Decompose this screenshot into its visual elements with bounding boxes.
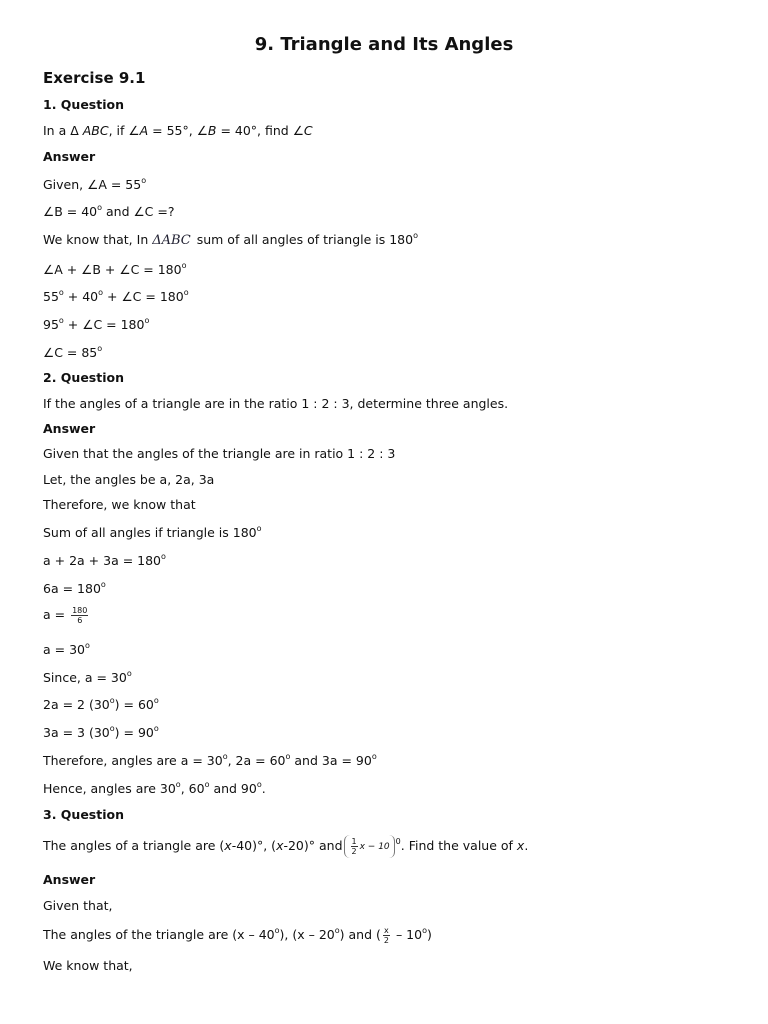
q2-answer-line-5: $a + 2a + 3a = 180^o$	[43, 552, 166, 568]
fraction-x-over-2: $\frac{x}{2}$	[383, 926, 389, 945]
q2-answer-line-11: 3a = 3 $(30^o) = 90^o$	[43, 724, 159, 740]
q1-answer-line-5: $55^o + 40^o$ + ∠C = $180^o$	[43, 288, 189, 304]
q2-answer-line-10: 2a = 2 $(30^o) = 60^o$	[43, 696, 159, 712]
q3-answer-line-1: Given that,	[43, 898, 113, 913]
q2-answer-line-3: Therefore, we know that	[43, 497, 196, 512]
q2-answer-line-6: $6a = 180^o$	[43, 580, 106, 596]
q3-answer-line-3: We know that,	[43, 958, 133, 973]
q3-text: The angles of a triangle are (x-40)°, (x-20)° and $\frac{1}{2}$ $x - 10^0$. Find the value of x.	[43, 837, 529, 856]
q2-answer-label: Answer	[43, 421, 96, 436]
q1-answer-line-7: ∠C = $85^o$	[43, 344, 103, 360]
q1-answer-line-6: $95^o$ + ∠C = $180^o$	[43, 316, 150, 332]
q1-answer-line-1: Given, ∠A = $55^o$	[43, 176, 147, 192]
q1-answer-label: Answer	[43, 149, 96, 164]
q2-answer-line-1: Given that the angles of the triangle are in ratio 1 : 2 : 3	[43, 446, 396, 461]
half-x-minus-10-expression: $\frac{1}{2}$ x − 10	[344, 835, 395, 858]
q2-answer-line-12: Therefore, angles are $a = 30^o$, $2a = 60^o$ and $3a = 90^o$	[43, 752, 377, 768]
page-title: 9. Triangle and Its Angles	[254, 34, 514, 55]
q1-heading: 1. Question	[43, 97, 124, 112]
q2-answer-line-2: Let, the angles be a, 2a, 3a	[43, 472, 215, 487]
q2-heading: 2. Question	[43, 370, 124, 385]
q3-answer-line-2: The angles of the triangle are (x – 40$^o$), (x – 20$^o$) and ( $\frac{x}{2}$ – 10$^o$)	[43, 926, 432, 945]
q2-answer-line-7: a = $\frac{180}{6}$	[43, 606, 88, 625]
q1-answer-line-3: We know that, In ΔABC sum of all angles of triangle is 180$^o$	[43, 231, 418, 248]
q2-answer-line-4: Sum of all angles if triangle is 180$^o$	[43, 524, 262, 540]
q1-answer-line-4: ∠A + ∠B + ∠C = $180^o$	[43, 261, 187, 277]
q1-text: In a Δ ABC, if ∠A = 55°, ∠B = 40°, find ∠C	[43, 123, 313, 138]
q2-text: If the angles of a triangle are in the ratio 1 : 2 : 3, determine three angles.	[43, 396, 509, 411]
q2-answer-line-8: $a = 30^o$	[43, 641, 90, 657]
q2-answer-line-9: Since, $a = 30^o$	[43, 669, 132, 685]
q1-answer-line-2: ∠B = $40^o$ and ∠C =?	[43, 203, 175, 219]
exercise-heading: Exercise 9.1	[43, 69, 146, 87]
q3-answer-label: Answer	[43, 872, 96, 887]
q3-heading: 3. Question	[43, 807, 124, 822]
q2-answer-line-13: Hence, angles are 30$^o$, 60$^o$ and 90$^o$.	[43, 780, 266, 796]
fraction-180-over-6: $\frac{180}{6}$	[72, 606, 88, 625]
delta-abc-math-image: ΔABC	[152, 233, 191, 248]
